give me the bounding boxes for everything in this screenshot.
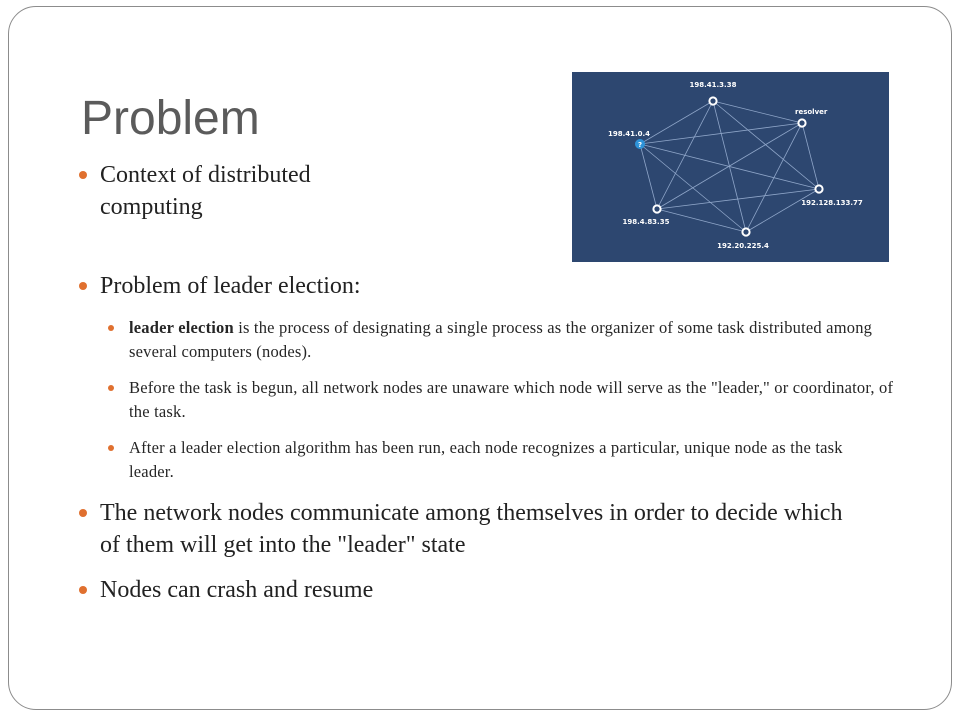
slide-title: Problem <box>81 92 260 145</box>
network-node <box>717 228 769 250</box>
network-diagram <box>572 72 889 262</box>
sub-bullet-item <box>129 376 909 424</box>
bullet-text: After a leader election algorithm has been run, each node recognizes a particular, unique node as the task leader. <box>129 438 843 481</box>
bullet-item <box>100 159 390 223</box>
sub-bullet-item <box>129 316 879 364</box>
bullet-term: leader election <box>129 318 234 337</box>
network-node <box>795 108 828 127</box>
edge <box>713 101 746 232</box>
bullet-text: Problem of leader election: <box>100 273 361 299</box>
bullet-dot-icon <box>79 586 87 594</box>
node-label: 198.4.83.35 <box>622 218 670 226</box>
bullet-text: is the process of designating a single process as the organizer of some task distributed among several computers (nodes). <box>129 318 873 361</box>
bullet-dot-icon <box>79 282 87 290</box>
bullet-item <box>100 270 920 302</box>
bullet-dot-icon <box>108 445 114 451</box>
question-mark-icon: ? <box>637 141 643 149</box>
node-label: 198.41.0.4 <box>607 130 651 138</box>
node-label: 198.41.3.38 <box>689 81 737 89</box>
sub-bullet-item <box>129 436 889 484</box>
network-node <box>690 81 737 105</box>
edge <box>802 123 819 189</box>
network-node-unknown <box>608 130 650 149</box>
edge <box>657 189 819 209</box>
node-label: 192.20.225.4 <box>717 242 769 250</box>
bullet-dot-icon <box>108 325 114 331</box>
slide-frame <box>8 6 952 710</box>
bullet-dot-icon <box>79 509 87 517</box>
bullet-dot-icon <box>79 171 87 179</box>
bullet-text: The network nodes communicate among themselves in order to decide which of them will get into the "leader" state <box>100 500 843 558</box>
node-label: resolver <box>795 108 828 116</box>
node-label: 192.128.133.77 <box>801 199 863 207</box>
bullet-text: Context of distributed computing <box>100 162 311 220</box>
bullet-item <box>100 574 860 606</box>
network-node <box>801 185 863 207</box>
bullet-text: Nodes can crash and resume <box>100 577 374 603</box>
bullet-dot-icon <box>108 385 114 391</box>
bullet-text: Before the task is begun, all network nodes are unaware which node will serve as the "leader," or coordinator, of the task. <box>129 378 894 421</box>
edge <box>640 144 657 209</box>
bullet-item <box>100 497 860 561</box>
network-edges <box>637 101 819 232</box>
